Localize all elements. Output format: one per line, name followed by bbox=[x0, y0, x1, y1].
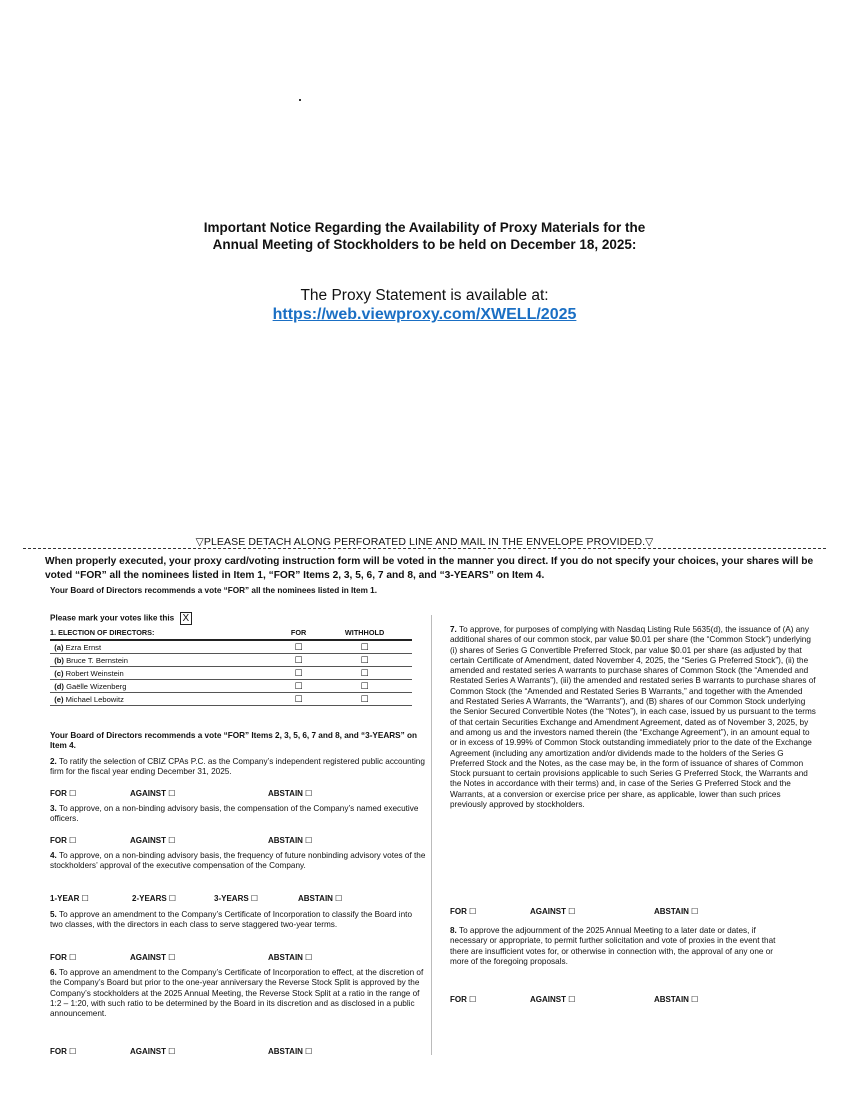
item-8-for-option[interactable]: FOR ☐ bbox=[450, 995, 477, 1004]
item-2-description: To ratify the selection of CBIZ CPAs P.C. as the Company’s independent registered public accounting firm for the fiscal year ending December 31, 2025. bbox=[50, 757, 425, 777]
withhold-column-header: WITHHOLD bbox=[317, 627, 412, 640]
nominee-row bbox=[50, 693, 412, 706]
withhold-checkbox[interactable]: ☐ bbox=[317, 654, 412, 667]
mark-votes-text: Please mark your votes like this bbox=[50, 613, 175, 623]
item-7-number: 7. bbox=[450, 625, 457, 634]
mark-votes-instruction bbox=[50, 612, 426, 625]
nominee-cell bbox=[50, 680, 280, 693]
item-5-against-option[interactable]: AGAINST ☐ bbox=[130, 953, 176, 962]
item-2-number: 2. bbox=[50, 757, 57, 766]
nominee-name: Ezra Ernst bbox=[65, 642, 102, 652]
column-divider bbox=[431, 615, 432, 1055]
nominee-name: Robert Weinstein bbox=[65, 668, 124, 678]
election-header: 1. ELECTION OF DIRECTORS: bbox=[50, 627, 280, 640]
item-5-description: To approve an amendment to the Company’s Certificate of Incorporation to classify the Board into two classes, with the directors in each class to serve staggered two-year terms. bbox=[50, 910, 412, 930]
withhold-checkbox[interactable]: ☐ bbox=[317, 680, 412, 693]
item-4-1-year-option[interactable]: 1-YEAR ☐ bbox=[50, 894, 89, 903]
item-4-text bbox=[50, 851, 426, 872]
nominee-row bbox=[50, 654, 412, 667]
nominee-name: Michael Lebowitz bbox=[65, 694, 124, 704]
election-of-directors-table bbox=[50, 627, 412, 706]
stray-dot bbox=[299, 99, 301, 101]
nominee-letter: (e) bbox=[54, 694, 64, 704]
nominee-letter: (a) bbox=[54, 642, 64, 652]
withhold-checkbox[interactable]: ☐ bbox=[317, 667, 412, 680]
item-8-text bbox=[450, 926, 790, 967]
item-2-for-option[interactable]: FOR ☐ bbox=[50, 789, 77, 798]
item-5-votes bbox=[50, 953, 426, 965]
for-checkbox[interactable]: ☐ bbox=[280, 667, 317, 680]
proxy-notice-heading bbox=[0, 219, 849, 253]
item-8-number: 8. bbox=[450, 926, 457, 935]
nominee-row bbox=[50, 640, 412, 654]
item-5-number: 5. bbox=[50, 910, 57, 919]
availability-text: The Proxy Statement is available at: bbox=[300, 287, 549, 304]
for-checkbox[interactable]: ☐ bbox=[280, 680, 317, 693]
item-6-description: To approve an amendment to the Company’s Certificate of Incorporation to effect, at the discretion of the Company’s Board but prior to the one-year anniversary the Reverse Stock Split is approved by the Company’s stockholders at the 2025 Annual Meeting, the Reverse Stock Split at a ratio in the range of 1:2 – 1:20, with such ratio to be determined by the Board in its discretion and as disclosed in a public announcement. bbox=[50, 968, 424, 1019]
item-7-description: To approve, for purposes of complying with Nasdaq Listing Rule 5635(d), the issuance of (A) any additional shares of our common stock, par value $0.01 per share (the “Common Stock”) underlying (i) shares of Series G Convertible Preferred Stock, par value $0.01 per share (as adjusted by that certain Certificate of Amendment, dated November 4, 2025, the “Series G Preferred Stock”), (ii) the amended and restated series A warrants to purchase shares of Common Stock (the “Amended and Restated Series A Warrants”), (iii) the amended and restated series B warrants to purchase shares of Common Stock (the “Amended and Restated Series B Warrants,” and together with the Amended and Restated Series A Warrants, the “Warrants”), and (B) shares of our Common Stock underlying the Senior Secured Convertible Notes (the “Notes”), in each case, issued by us pursuant to the terms of that certain Securities Exchange and Amendment Agreement, dated as of November 3, 2025, by and among us and the investors named therein (the “Exchange Agreement”), in an amount equal to or in excess of 19.99% of Common Stock outstanding immediately prior to the date of the Exchange Agreement (including any amortization and/or dividends made to the holders of the Series G Preferred Stock and the Notes, as the case may be, in the form of issuance of shares of Common Stock pursuant to certain provisions applicable to such Series G Preferred Stock, the Warrants and the Notes in accordance with their terms) and, in case of the Series G Preferred Stock and the Warrants, at a conversion or exercise price per share, as applicable, lower than such prices previously approved by stockholders. bbox=[450, 625, 816, 810]
voting-default-statement: When properly executed, your proxy card/voting instruction form will be voted in the manner you direct. If you do not specify your choices, your shares will be voted “FOR” all the nominees listed in Item 1, “FOR” Items 2, 3, 5, 6, 7 and 8, and “3-YEARS” on Item 4. bbox=[45, 556, 814, 581]
nominee-cell bbox=[50, 693, 280, 706]
item-3-text bbox=[50, 804, 426, 825]
item-2-abstain-option[interactable]: ABSTAIN ☐ bbox=[268, 789, 313, 798]
item-4-number: 4. bbox=[50, 851, 57, 860]
board-recommendation-items: Your Board of Directors recommends a vote “FOR” Items 2, 3, 5, 6, 7 and 8, and “3-YEARS” on Item 4. bbox=[50, 731, 418, 751]
nominee-cell bbox=[50, 654, 280, 667]
item-3-for-option[interactable]: FOR ☐ bbox=[50, 836, 77, 845]
proxy-statement-link[interactable]: https://web.viewproxy.com/XWELL/2025 bbox=[272, 306, 577, 323]
nominee-name: Bruce T. Bernstein bbox=[66, 655, 128, 665]
item-6-abstain-option[interactable]: ABSTAIN ☐ bbox=[268, 1047, 313, 1056]
item-4-votes bbox=[50, 894, 426, 906]
item-3-abstain-option[interactable]: ABSTAIN ☐ bbox=[268, 836, 313, 845]
item-6-text bbox=[50, 968, 426, 1019]
nominee-letter: (d) bbox=[54, 681, 64, 691]
mark-example-box: X bbox=[180, 612, 193, 625]
for-checkbox[interactable]: ☐ bbox=[280, 654, 317, 667]
item-4-abstain-option[interactable]: ABSTAIN ☐ bbox=[298, 894, 343, 903]
item-2-against-option[interactable]: AGAINST ☐ bbox=[130, 789, 176, 798]
nominee-row bbox=[50, 667, 412, 680]
item-6-for-option[interactable]: FOR ☐ bbox=[50, 1047, 77, 1056]
nominee-name: Gaëlle Wizenberg bbox=[66, 681, 127, 691]
item-4-3-years-option[interactable]: 3-YEARS ☐ bbox=[214, 894, 259, 903]
item-8-against-option[interactable]: AGAINST ☐ bbox=[530, 995, 576, 1004]
item-7-text bbox=[450, 625, 818, 810]
item-8-description: To approve the adjournment of the 2025 Annual Meeting to a later date or dates, if necessary or appropriate, to permit further solicitation and vote of proxies in the event that there are insufficient votes for, or otherwise in connection with, the approval of any one or more of the foregoing proposals. bbox=[450, 926, 776, 966]
notice-line-1: Important Notice Regarding the Availability of Proxy Materials for the bbox=[203, 220, 646, 235]
withhold-checkbox[interactable]: ☐ bbox=[317, 693, 412, 706]
item-7-for-option[interactable]: FOR ☐ bbox=[450, 907, 477, 916]
item-7-abstain-option[interactable]: ABSTAIN ☐ bbox=[654, 907, 699, 916]
item-6-number: 6. bbox=[50, 968, 57, 977]
item-5-for-option[interactable]: FOR ☐ bbox=[50, 953, 77, 962]
board-recommendation-item1: Your Board of Directors recommends a vote “FOR” all the nominees listed in Item 1. bbox=[50, 586, 377, 595]
item-3-description: To approve, on a non-binding advisory basis, the compensation of the Company’s named executive officers. bbox=[50, 804, 419, 824]
item-8-abstain-option[interactable]: ABSTAIN ☐ bbox=[654, 995, 699, 1004]
for-column-header: FOR bbox=[280, 627, 317, 640]
item-5-abstain-option[interactable]: ABSTAIN ☐ bbox=[268, 953, 313, 962]
item-8-votes bbox=[450, 995, 818, 1007]
item-7-votes bbox=[450, 907, 818, 919]
nominee-cell bbox=[50, 667, 280, 680]
item-6-votes bbox=[50, 1047, 426, 1059]
nominee-letter: (c) bbox=[54, 668, 64, 678]
for-checkbox[interactable]: ☐ bbox=[280, 693, 317, 706]
detach-instruction: ▽PLEASE DETACH ALONG PERFORATED LINE AND MAIL IN THE ENVELOPE PROVIDED.▽ bbox=[195, 536, 654, 548]
item-4-2-years-option[interactable]: 2-YEARS ☐ bbox=[132, 894, 177, 903]
proxy-availability bbox=[0, 286, 849, 324]
perforated-line bbox=[23, 548, 826, 549]
nominee-cell bbox=[50, 640, 280, 654]
withhold-checkbox[interactable]: ☐ bbox=[317, 640, 412, 654]
for-checkbox[interactable]: ☐ bbox=[280, 640, 317, 654]
item-3-votes bbox=[50, 836, 426, 848]
item-2-text bbox=[50, 757, 426, 778]
nominee-letter: (b) bbox=[54, 655, 64, 665]
item-2-votes bbox=[50, 789, 426, 801]
item-6-against-option[interactable]: AGAINST ☐ bbox=[130, 1047, 176, 1056]
item-7-against-option[interactable]: AGAINST ☐ bbox=[530, 907, 576, 916]
item-5-text bbox=[50, 910, 426, 931]
item-4-description: To approve, on a non-binding advisory basis, the frequency of future nonbinding advisory votes of the stockholders’ approval of the executive compensation of the Company. bbox=[50, 851, 426, 871]
nominee-row bbox=[50, 680, 412, 693]
item-3-number: 3. bbox=[50, 804, 57, 813]
item-3-against-option[interactable]: AGAINST ☐ bbox=[130, 836, 176, 845]
notice-line-2: Annual Meeting of Stockholders to be held on December 18, 2025: bbox=[212, 237, 637, 252]
